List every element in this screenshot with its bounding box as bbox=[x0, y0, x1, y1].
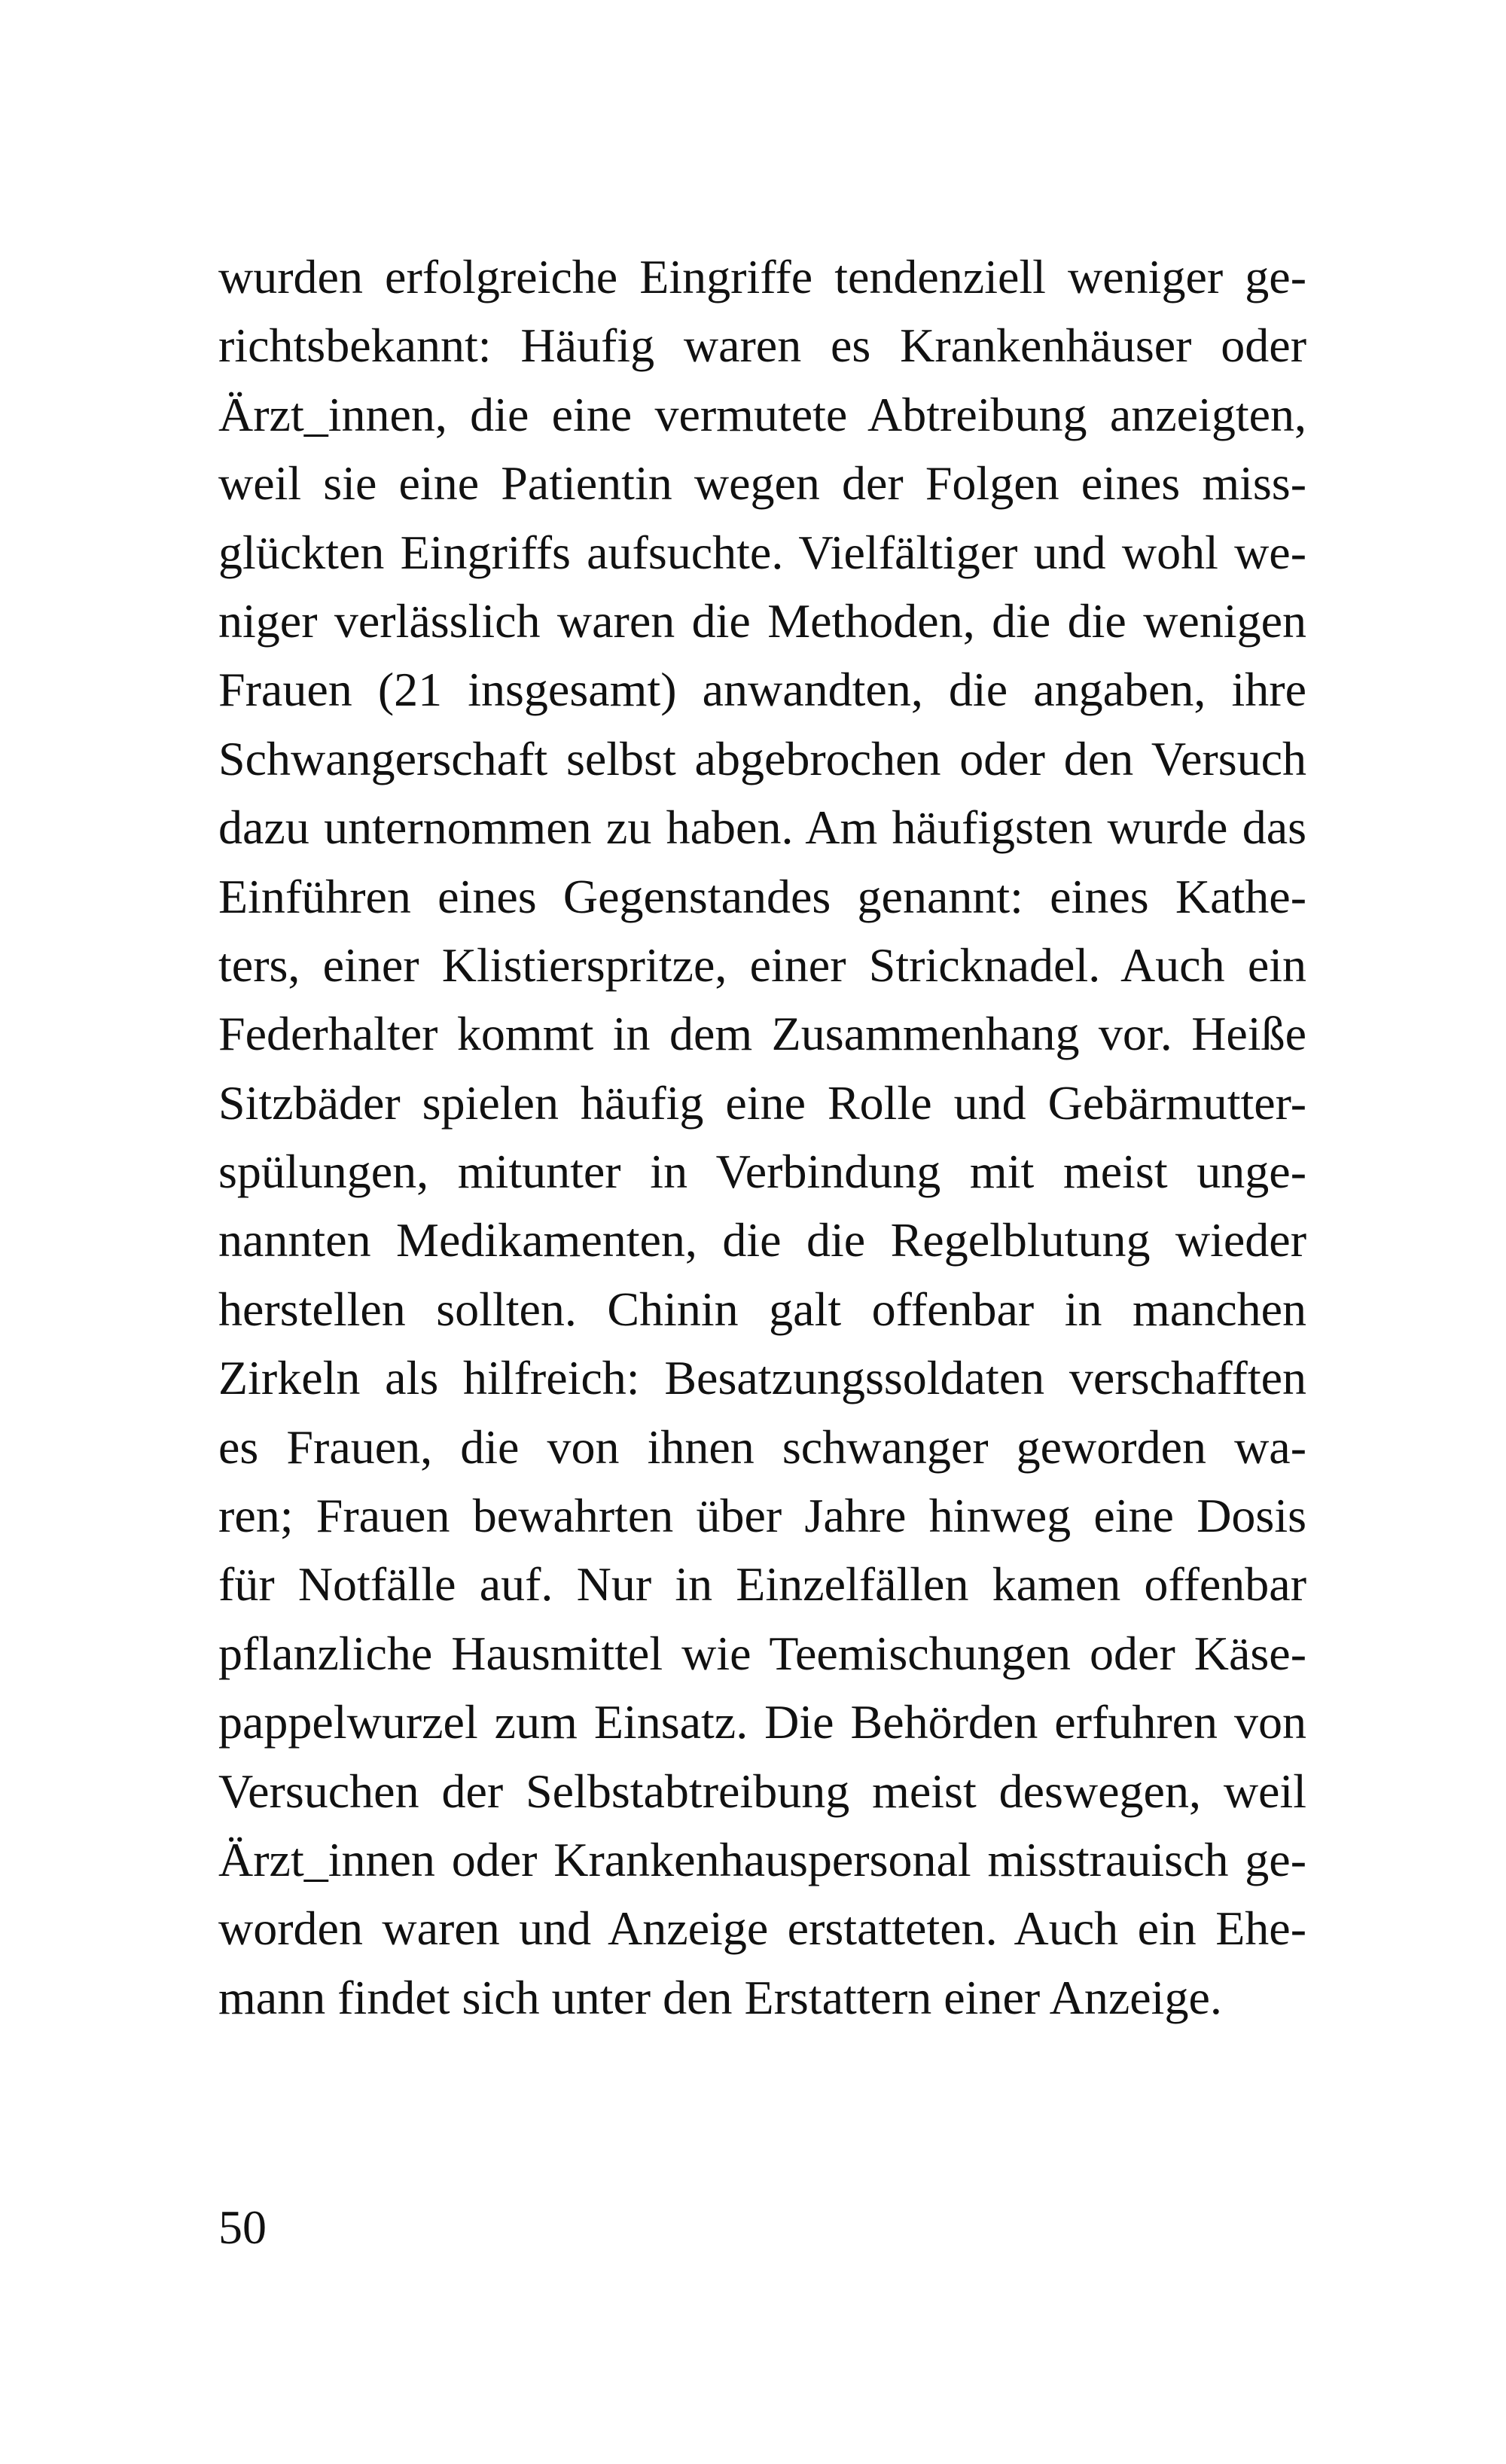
text-line: pappelwurzel zum Einsatz. Die Behörden erfuhren von bbox=[218, 1695, 1306, 1749]
text-line: wurden erfolgreiche Eingriffe tendenziell weniger ge- bbox=[218, 250, 1306, 303]
text-line: spülungen, mitunter in Verbindung mit meist unge- bbox=[218, 1145, 1306, 1199]
text-line: Versuchen der Selbstabtreibung meist deswegen, weil bbox=[218, 1764, 1306, 1818]
text-line: worden waren und Anzeige erstatteten. Auch ein Ehe- bbox=[218, 1901, 1306, 1956]
text-line: dazu unternommen zu haben. Am häufigsten wurde das bbox=[218, 800, 1306, 855]
text-line: richtsbekannt: Häufig waren es Krankenhäuser oder bbox=[218, 319, 1306, 373]
text-line: es Frauen, die von ihnen schwanger geworden wa- bbox=[218, 1420, 1306, 1474]
body-paragraph bbox=[218, 242, 1306, 2032]
text-line: Zirkeln als hilfreich: Besatzungssoldaten verschafften bbox=[218, 1351, 1306, 1405]
text-line: Schwangerschaft selbst abgebrochen oder den Versuch bbox=[218, 731, 1306, 785]
page-number: 50 bbox=[218, 2200, 267, 2254]
text-line: für Notfälle auf. Nur in Einzelfällen kamen offenbar bbox=[218, 1557, 1306, 1612]
text-line: ren; Frauen bewahrten über Jahre hinweg eine Dosis bbox=[218, 1489, 1306, 1543]
text-line: niger verlässlich waren die Methoden, die die wenigen bbox=[218, 593, 1306, 648]
text-line: Federhalter kommt in dem Zusammenhang vor. Heiße bbox=[218, 1007, 1306, 1061]
text-line: Sitzbäder spielen häufig eine Rolle und Gebärmutter- bbox=[218, 1075, 1306, 1130]
text-line: weil sie eine Patientin wegen der Folgen eines miss- bbox=[218, 456, 1306, 511]
text-line: herstellen sollten. Chinin galt offenbar in manchen bbox=[218, 1282, 1306, 1336]
text-line: Ärzt_innen oder Krankenhauspersonal misstrauisch ge- bbox=[218, 1832, 1306, 1886]
text-line: mann findet sich unter den Erstattern einer Anzeige. bbox=[218, 1970, 1222, 2024]
text-line: pflanzliche Hausmittel wie Teemischungen oder Käse- bbox=[218, 1626, 1306, 1680]
text-line: Einführen eines Gegenstandes genannt: eines Kathe- bbox=[218, 869, 1306, 923]
text-line: glückten Eingriffs aufsuchte. Vielfältiger und wohl we- bbox=[218, 525, 1306, 579]
text-line: Frauen (21 insgesamt) anwandten, die angaben, ihre bbox=[218, 663, 1306, 717]
text-line: nannten Medikamenten, die die Regelblutung wieder bbox=[218, 1213, 1306, 1267]
text-line: Ärzt_innen, die eine vermutete Abtreibung anzeigten, bbox=[218, 387, 1306, 441]
text-line: ters, einer Klistierspritze, einer Stricknadel. Auch ein bbox=[218, 938, 1306, 992]
